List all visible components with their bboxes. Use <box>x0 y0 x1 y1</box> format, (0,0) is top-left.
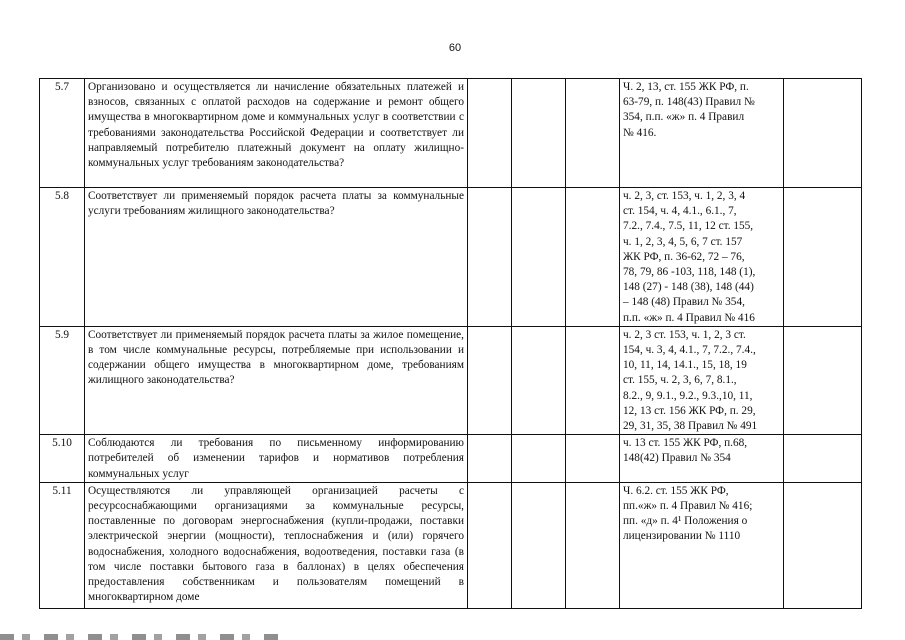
answer-yes-cell <box>468 188 512 327</box>
checklist-body <box>40 79 862 609</box>
legal-reference-line: ч. 1, 2, 3, 4, 5, 6, 7 ст. 157 <box>623 235 743 248</box>
legal-reference-line: ЖК РФ, п. 36-62, 72 – 76, <box>623 250 745 263</box>
legal-reference-line: пп.«ж» п. 4 Правил № 416; <box>623 500 753 513</box>
legal-reference-line: 63-79, п. 148(43) Правил № <box>623 96 755 109</box>
legal-reference-line: 7.2., 7.4., 7.5, 11, 12 ст. 155, <box>623 220 754 233</box>
legal-reference-line: 8.2., 9, 9.1., 9.2., 9.3.,10, 11, <box>623 389 753 402</box>
note-cell <box>784 482 862 608</box>
question-text: Осуществляются ли управляющей организацией расчеты с ресурсоснабжающими организациями за коммунальные ресурсы, поставленные по договорам энергоснабжения (купли-продажи, поставки электрической энергии (мощности), теплоснабжения и (или) горячего водоснабжения, холодного водоснабжения, водоотведения, поставки газа (в том числе поставки бытового газа в баллонах) в целях обеспечения предоставления собственникам и пользователям помещений в многоквартирном доме <box>85 482 468 608</box>
legal-reference <box>620 188 784 327</box>
legal-reference-line: ст. 154, ч. 4, 4.1., 6.1., 7, <box>623 205 737 218</box>
note-cell <box>784 188 862 327</box>
legal-reference-line: лицензировании № 1110 <box>623 530 741 543</box>
question-text: Соблюдаются ли требования по письменному информированию потребителей об изменении тарифов и нормативов потребления коммунальных услуг <box>85 435 468 483</box>
legal-reference-line: ч. 13 ст. 155 ЖК РФ, п.68, <box>623 437 748 450</box>
table-row <box>40 188 862 327</box>
answer-yes-cell <box>468 482 512 608</box>
legal-reference <box>620 482 784 608</box>
answer-yes-cell <box>468 326 512 434</box>
item-number: 5.11 <box>40 482 85 608</box>
question-text: Организовано и осуществляется ли начисление обязательных платежей и взносов, связанных с оплатой расходов на содержание и ремонт общего имущества в многоквартирном доме и коммунальных услуг в соответствии с требованиями законодательства Российской Федерации и соответствует ли направляемый потребителю платежный документ на оплату жилищно-коммунальных услуг требованиям законодательства? <box>85 79 468 188</box>
legal-reference <box>620 326 784 434</box>
item-number: 5.8 <box>40 188 85 327</box>
answer-no-cell <box>512 482 566 608</box>
legal-reference-line: 78, 79, 86 -103, 118, 148 (1), <box>623 266 756 279</box>
legal-reference-line: Ч. 2, 13, ст. 155 ЖК РФ, п. <box>623 81 749 93</box>
legal-reference-line: ч. 2, 3, ст. 153, ч. 1, 2, 3, 4 <box>623 190 746 202</box>
answer-na-cell <box>566 188 620 327</box>
question-text: Соответствует ли применяемый порядок расчета платы за коммунальные услуги требованиям жилищного законодательства? <box>85 188 468 327</box>
table-row <box>40 482 862 608</box>
answer-na-cell <box>566 482 620 608</box>
table-row <box>40 79 862 188</box>
answer-na-cell <box>566 79 620 188</box>
legal-reference-line: 12, 13 ст. 156 ЖК РФ, п. 29, <box>623 404 756 417</box>
legal-reference-line: 10, 11, 14, 14.1., 15, 18, 19 <box>623 359 747 372</box>
page-number: 60 <box>448 42 462 54</box>
table-row <box>40 435 862 483</box>
answer-no-cell <box>512 435 566 483</box>
answer-yes-cell <box>468 435 512 483</box>
legal-reference-line: п.п. «ж» п. 4 Правил № 416 <box>623 311 755 324</box>
item-number: 5.9 <box>40 326 85 434</box>
checklist-table <box>39 78 862 609</box>
answer-no-cell <box>512 326 566 434</box>
legal-reference-line: 29, 31, 35, 38 Правил № 491 <box>623 420 758 433</box>
legal-reference-line: 354, п.п. «ж» п. 4 Правил <box>623 111 745 124</box>
answer-no-cell <box>512 79 566 188</box>
answer-no-cell <box>512 188 566 327</box>
legal-reference-line: ч. 2, 3 ст. 153, ч. 1, 2, 3 ст. <box>623 328 746 341</box>
note-cell <box>784 435 862 483</box>
note-cell <box>784 79 862 188</box>
legal-reference-line: – 148 (48) Правил № 354, <box>623 296 745 309</box>
scan-edge-artifacts <box>0 634 280 640</box>
item-number: 5.7 <box>40 79 85 188</box>
legal-reference-line: 148(42) Правил № 354 <box>623 452 731 465</box>
note-cell <box>784 326 862 434</box>
legal-reference-line: 154, ч. 3, 4, 4.1., 7, 7.2., 7.4., <box>623 344 756 357</box>
question-text: Соответствует ли применяемый порядок расчета платы за жилое помещение, в том числе коммунальные ресурсы, потребляемые при использовании и содержании общего имущества в многоквартирном доме, требованиям жилищного законодательства? <box>85 326 468 434</box>
answer-yes-cell <box>468 79 512 188</box>
legal-reference-line: Ч. 6.2. ст. 155 ЖК РФ, <box>623 484 729 497</box>
legal-reference <box>620 79 784 188</box>
answer-na-cell <box>566 326 620 434</box>
item-number: 5.10 <box>40 435 85 483</box>
legal-reference-line: пп. «д» п. 4¹ Положения о <box>623 515 748 528</box>
legal-reference <box>620 435 784 483</box>
legal-reference-line: № 416. <box>623 126 657 139</box>
legal-reference-line: 148 (27) - 148 (38), 148 (44) <box>623 281 754 294</box>
legal-reference-line: ст. 155, ч. 2, 3, 6, 7, 8.1., <box>623 374 737 387</box>
answer-na-cell <box>566 435 620 483</box>
table-row <box>40 326 862 434</box>
